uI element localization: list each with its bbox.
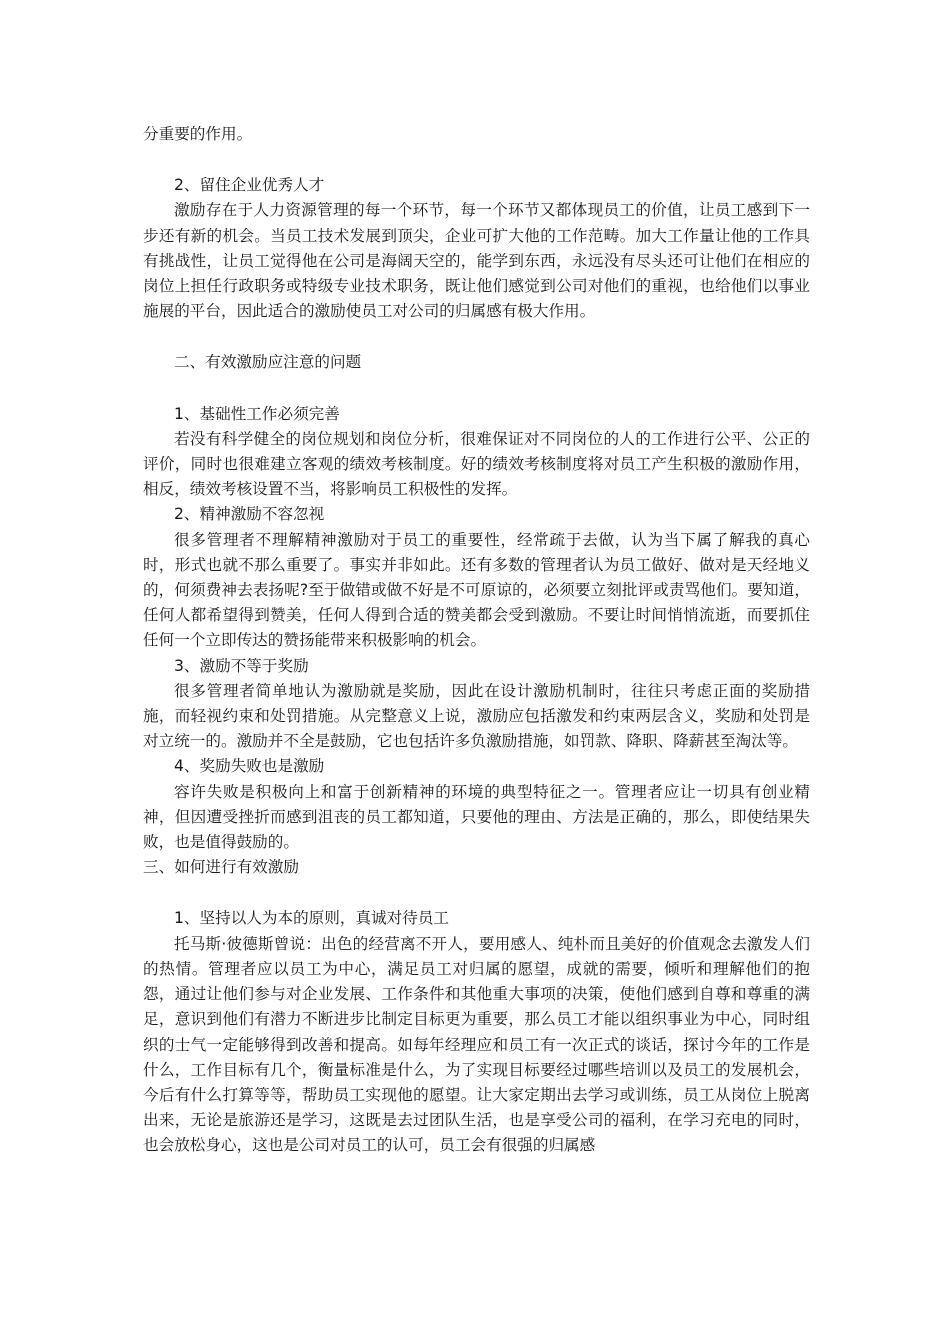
- paragraph: 托马斯·彼德斯曾说：出色的经营离不开人，要用感人、纯朴而且美好的价值观念去激发人们的热情。管理者应以员工为中心，满足员工对归属的愿望，成就的需要，倾听和理解他们的抱怨，通过让他们参与对企业发展、工作条件和其他重大事项的决策，使他们感到自尊和尊重的满足，意识到他们有潜力不断进步比制定目标更为重要，那么员工才能以组织事业为中心，同时组织的士气一定能够得到改善和提高。如每年经理应和员工有一次正式的谈话，探讨今年的工作是什么，工作目标有几个，衡量标准是什么，为了实现目标要经过哪些培训以及员工的发展机会，今后有什么打算等等，帮助员工实现他的愿望。让大家定期出去学习或训练，员工从岗位上脱离出来，无论是旅游还是学习，这既是去过团队生活，也是享受公司的福利，在学习充电的同时，也会放松身心，这也是公司对员工的认可，员工会有很强的归属感: [143, 934, 810, 1155]
- chapter-heading: 三、如何进行有效激励: [143, 858, 299, 877]
- paragraph: 容许失败是积极向上和富于创新精神的环境的典型特征之一。管理者应让一切具有创业精神，但因遭受挫折而感到沮丧的员工都知道，只要他的理由、方法是正确的，那么，即使结果失败，也是值得鼓励的。: [143, 782, 810, 852]
- paragraph: 很多管理者简单地认为激励就是奖励，因此在设计激励机制时，往往只考虑正面的奖励措施，而轻视约束和处罚措施。从完整意义上说，激励应包括激发和约束两层含义，奖励和处罚是对立统一的。激励并不全是鼓励，它也包括许多负激励措施，如罚款、降职、降薪甚至淘汰等。: [143, 681, 810, 751]
- section-heading: 2、留住企业优秀人才: [174, 176, 325, 195]
- chapter-heading: 二、有效激励应注意的问题: [174, 353, 362, 372]
- section-heading: 1、坚持以人为本的原则，真诚对待员工: [174, 909, 450, 928]
- document-page: [143, 122, 810, 1159]
- paragraph: 激励存在于人力资源管理的每一个环节，每一个环节又都体现员工的价值，让员工感到下一步还有新的机会。当员工技术发展到顶尖，企业可扩大他的工作范畴。加大工作量让他的工作具有挑战性，让员工觉得他在公司是海阔天空的，能学到东西，永远没有尽头还可让他们在相应的岗位上担任行政职务或特级专业技术职务，既让他们感觉到公司对他们的重视，也给他们以事业施展的平台，因此适合的激励使员工对公司的归属感有极大作用。: [143, 201, 810, 321]
- paragraph: 分重要的作用。: [143, 125, 253, 143]
- paragraph: 很多管理者不理解精神激励对于员工的重要性，经常疏于去做，认为当下属了解我的真心时，形式也就不那么重要了。事实并非如此。还有多数的管理者认为员工做好、做对是天经地义的，何须费神去表扬呢?至于做错或做不好是不可原谅的，必须要立刻批评或责骂他们。要知道，任何人都希望得到赞美，任何人得到合适的赞美都会受到激励。不要让时间悄悄流逝，而要抓住任何一个立即传达的赞扬能带来积极影响的机会。: [143, 530, 810, 650]
- section-heading: 4、奖励失败也是激励: [174, 757, 325, 776]
- section-heading: 1、基础性工作必须完善: [174, 404, 340, 423]
- section-heading: 3、激励不等于奖励: [174, 656, 309, 675]
- section-heading: 2、精神激励不容忽视: [174, 505, 325, 524]
- paragraph: 若没有科学健全的岗位规划和岗位分析，很难保证对不同岗位的人的工作进行公平、公正的评价，同时也很难建立客观的绩效考核制度。好的绩效考核制度将对员工产生积极的激励作用，相反，绩效考核设置不当，将影响员工积极性的发挥。: [143, 429, 810, 499]
